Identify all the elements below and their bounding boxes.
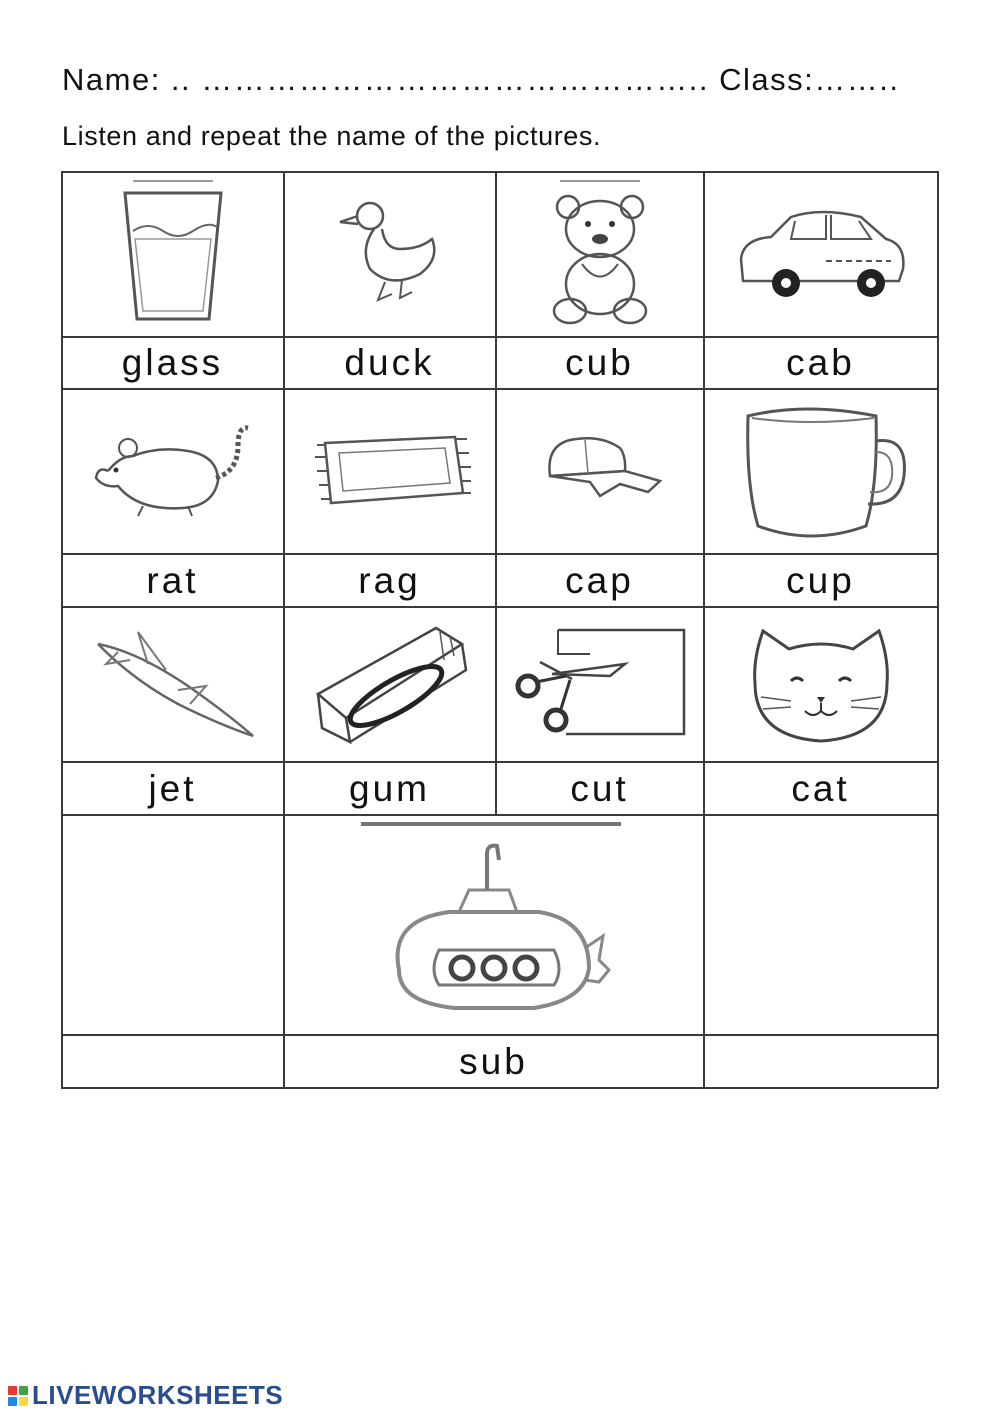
word-label: duck: [344, 342, 435, 383]
word-label: cub: [565, 342, 634, 383]
jet-icon: [78, 624, 268, 744]
scissors-icon: [510, 624, 690, 744]
word-label: cat: [791, 767, 850, 809]
bear-cub-icon: [540, 179, 660, 329]
word-label: gum: [349, 767, 430, 809]
sub-picture-cell: [285, 816, 702, 1033]
rag-picture-cell: [285, 390, 494, 552]
liveworksheets-logo: [8, 1380, 283, 1411]
word-label: jet: [148, 767, 197, 809]
cat-picture-cell: [705, 608, 936, 760]
cut-picture-cell: [497, 608, 702, 760]
word-label: cup: [786, 559, 855, 601]
cup-icon: [726, 396, 916, 546]
taxi-cab-icon: [731, 199, 911, 309]
word-label: cut: [570, 767, 629, 809]
word-label: rat: [146, 559, 199, 601]
name-class-line: Name: .. ……………………………………….. Class:……..: [62, 62, 900, 97]
rat-picture-cell: [63, 390, 282, 552]
jet-picture-cell: [63, 608, 282, 760]
word-label: rag: [358, 559, 421, 601]
cab-picture-cell: [705, 173, 936, 335]
submarine-icon: [359, 820, 629, 1030]
cup-picture-cell: [705, 390, 936, 552]
glass-picture-cell: [63, 173, 282, 335]
cap-picture-cell: [497, 390, 702, 552]
instruction-text: Listen and repeat the name of the pictures.: [62, 121, 602, 151]
brand-name: LIVEWORKSHEETS: [32, 1380, 284, 1410]
duck-icon: [330, 194, 450, 314]
cat-icon: [741, 619, 901, 749]
word-label: cab: [786, 342, 855, 383]
rag-icon: [305, 431, 475, 511]
gum-icon: [310, 624, 470, 744]
word-label: cap: [565, 559, 634, 601]
glass-icon: [113, 179, 233, 329]
word-label: sub: [459, 1040, 528, 1082]
duck-picture-cell: [285, 173, 494, 335]
word-label: glass: [121, 342, 224, 383]
cap-icon: [530, 426, 670, 516]
gum-picture-cell: [285, 608, 494, 760]
rat-icon: [88, 416, 258, 526]
logo-blocks-icon: [8, 1386, 28, 1406]
cub-picture-cell: [497, 173, 702, 335]
